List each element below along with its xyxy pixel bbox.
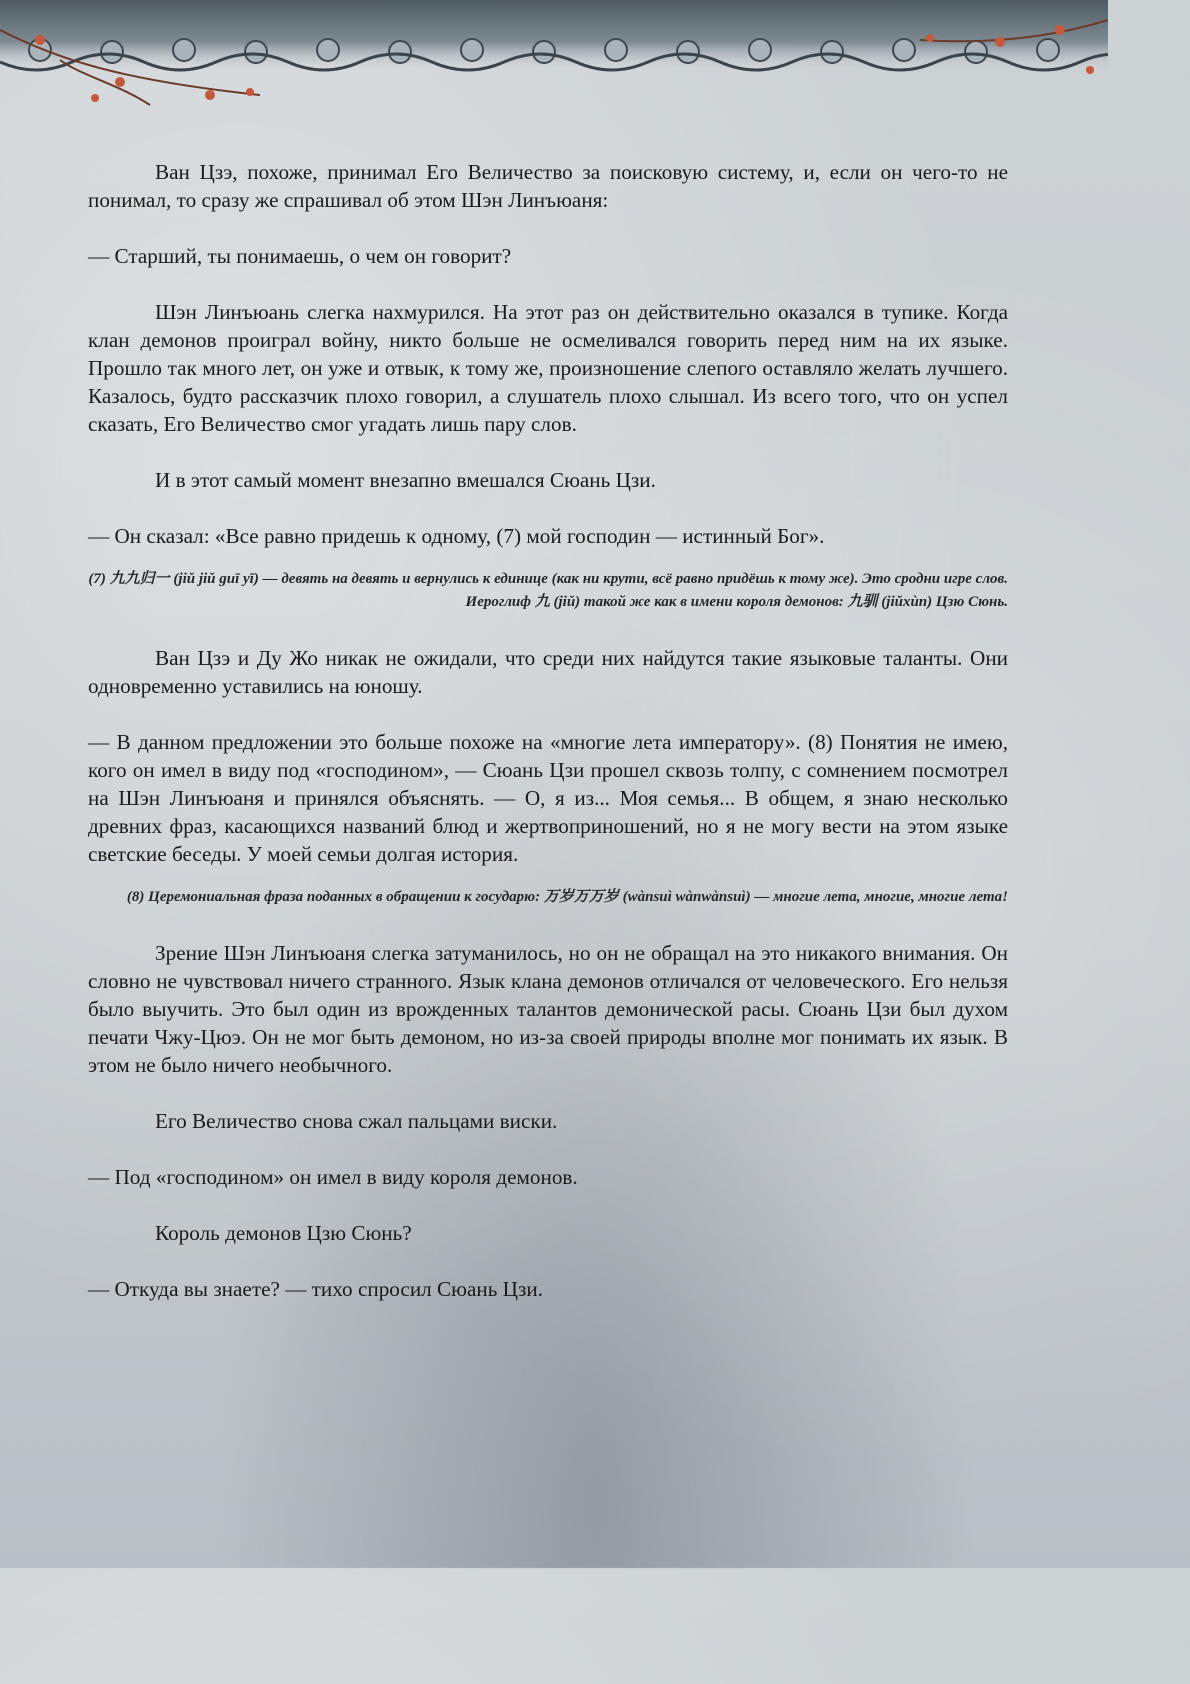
dialog-line: — Старший, ты понимаешь, о чем он говорит? <box>88 244 512 268</box>
paragraph: Король демонов Цзю Сюнь? <box>155 1221 412 1245</box>
dialog-line: — Откуда вы знаете? — тихо спросил Сюань Цзи. <box>88 1277 543 1301</box>
page-content <box>88 158 1008 1303</box>
dialog-line: — Он сказал: «Все равно придешь к одному, (7) мой господин — истинный Бог». <box>88 524 825 548</box>
paragraph: Шэн Линъюань слегка нахмурился. На этот раз он действительно оказался в тупике. Когда клан демонов проиграл войну, никто больше не осмеливался говорить перед ним на их языке. Прошло так много лет, он уже и отвык, к тому же, произношение слепого оставляло желать лучшего. Казалось, будто рассказчик плохо говорил, а слушатель плохо слышал. Из всего того, что он успел сказать, Его Величество смог угадать лишь пару слов. <box>88 300 1008 436</box>
paragraph: И в этот самый момент внезапно вмешался Сюань Цзи. <box>155 468 656 492</box>
dialog-line: — В данном предложении это больше похоже на «многие лета императору». (8) Понятия не имею, кого он имел в виду под «господином», — Сюань Цзи прошел сквозь толпу, с сомнением посмотрел на Шэн Линъюаня и принялся объяснять. — О, я из... Моя семья... В общем, я знаю несколько древних фраз, касающихся названий блюд и жертвоприношений, но я не могу вести на этом языке светские беседы. У моей семьи долгая история. <box>88 730 1008 866</box>
paragraph: Его Величество снова сжал пальцами виски. <box>155 1109 558 1133</box>
dialog-line: — Под «господином» он имел в виду короля демонов. <box>88 1165 578 1189</box>
paragraph: Зрение Шэн Линъюаня слегка затуманилось, но он не обращал на это никакого внимания. Он словно не чувствовал ничего странного. Язык клана демонов отличался от человеческого. Его нельзя было выучить. Это был один из врожденных талантов демонической расы. Сюань Цзи был духом печати Чжу-Цюэ. Он не мог быть демоном, но из-за своей природы вполне мог понимать их язык. В этом не было ничего необычного. <box>88 941 1008 1077</box>
footnote: (7) 九九归一 (jiǔ jiǔ guī yī) — девять на девять и вернулись к единице (как ни крути, всё равно придёшь к тому же). Это сродни игре слов. Иероглиф 九 (jiǔ) такой же как в имени короля демонов: 九驯 (jiǔxùn) Цзю Сюнь. <box>88 571 1008 610</box>
paragraph: Ван Цзэ, похоже, принимал Его Величество за поисковую систему, и, если он чего-то не понимал, то сразу же спрашивал об этом Шэн Линъюаня: <box>88 160 1008 212</box>
footnote: (8) Церемониальная фраза поданных в обращении к государю: 万岁万万岁 (wànsuì wànwànsuì) — многие лета, многие, многие лета! <box>126 889 1008 905</box>
paragraph: Ван Цзэ и Ду Жо никак не ожидали, что среди них найдутся такие языковые таланты. Они одновременно уставились на юношу. <box>88 646 1008 698</box>
roof-tiles-decoration <box>0 0 1108 110</box>
